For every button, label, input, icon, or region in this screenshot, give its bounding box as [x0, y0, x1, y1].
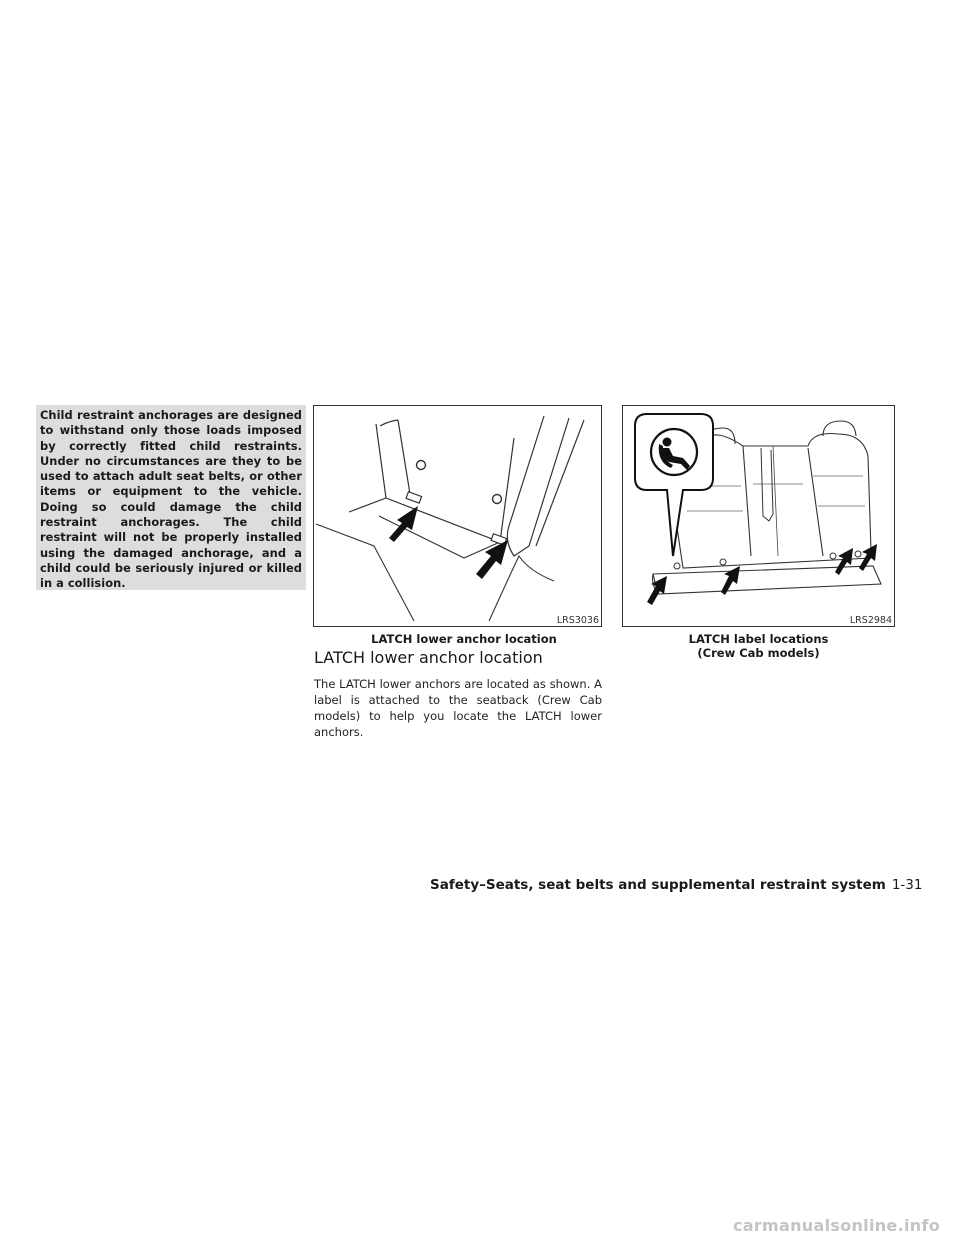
watermark: carmanualsonline.info — [732, 1216, 940, 1235]
page-number: 1-31 — [891, 877, 923, 893]
arrow-icon — [389, 506, 508, 579]
warning-text: Child restraint anchorages are designed to withstand only those loads imposed by correctly fitted child restraints. Under no circumstances are they to be used to attach adult seat belts, or other items or equipment to the vehicle. Doing so could damage the child restraint anchorages. The child restraint will not be properly installed using the damaged anchorage, and a child could be seriously injured or killed in a collision. — [40, 408, 302, 591]
figure2-caption — [622, 633, 895, 660]
figure-latch-label-locations — [622, 405, 895, 627]
seat-illustration-2 — [623, 406, 894, 626]
figure-code: LRS3036 — [556, 615, 599, 626]
figure1-caption: LATCH lower anchor location — [371, 632, 557, 646]
figure2-caption-line1: LATCH label locations — [688, 632, 829, 646]
arrow-icon — [647, 544, 877, 605]
section-body: The LATCH lower anchors are located as shown. A label is attached to the seatback (Crew Cab models) to help you locate the LATCH lower anchors. — [314, 677, 602, 739]
figure-code: LRS2984 — [849, 615, 892, 626]
figure2-caption-line2: (Crew Cab models) — [697, 645, 820, 660]
section-title: LATCH lower anchor location — [314, 648, 543, 667]
figure-latch-lower-anchor — [313, 405, 602, 627]
warning-box — [36, 405, 306, 590]
page-footer — [430, 876, 923, 894]
footer-section-title: Safety–Seats, seat belts and supplemental restraint system — [430, 877, 886, 893]
seat-illustration-1 — [314, 406, 601, 626]
